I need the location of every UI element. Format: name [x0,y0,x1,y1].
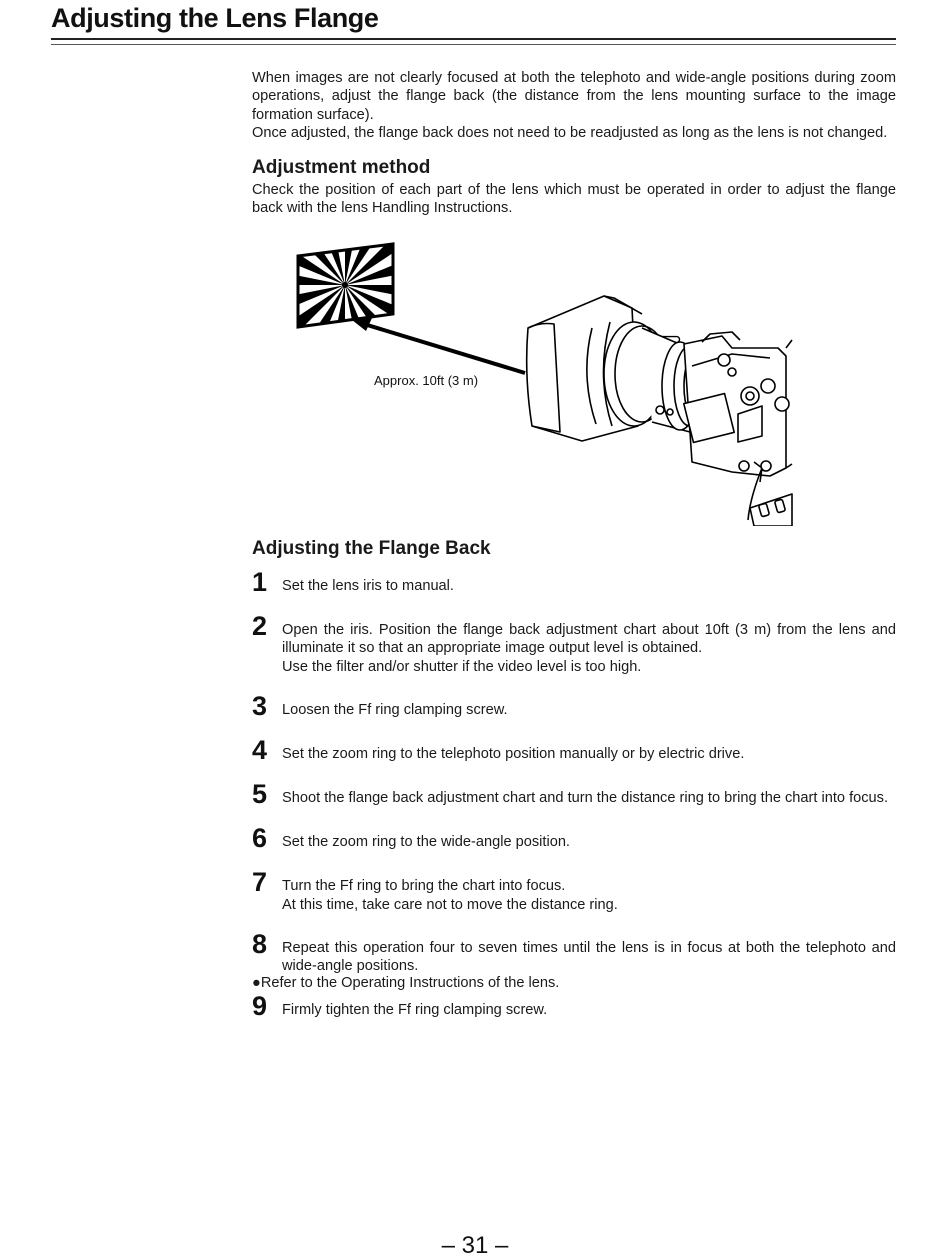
procedure-step-7 [252,868,896,914]
flange-back-setup-illustration [292,236,794,526]
step-number: 2 [252,611,268,641]
adjustment-method-text-block [252,181,896,218]
procedure-step-1 [252,568,896,596]
step-text [282,930,896,976]
step-number: 4 [252,735,268,766]
intro-paragraph-1: When images are not clearly focused at both the telephoto and wide-angle positions during zoom operations, adjust the flange back (the distance from the lens mounting surface to the image formation surface). [252,70,896,123]
step-text [282,824,896,851]
step-line: Use the filter and/or shutter if the video level is too high. [282,658,642,675]
step-line: Set the lens iris to manual. [282,578,454,594]
lens-instructions-note: ●Refer to the Operating Instructions of the lens. [252,975,560,991]
step-line: Set the zoom ring to the wide-angle position. [282,834,570,851]
step-text [282,612,896,676]
step-number: 9 [252,990,268,1021]
step-line: Turn the Ff ring to bring the chart into focus. [282,878,566,895]
step-text [282,992,896,1019]
procedure-step-9 [252,992,896,1020]
procedure-steps [252,568,896,1020]
step-text [282,568,896,595]
step-text [282,736,896,763]
step-line: At this time, take care not to move the distance ring. [282,896,618,913]
distance-arrow [352,318,525,373]
intro-paragraph-2: Once adjusted, the flange back does not need to be readjusted as long as the lens is not changed. [252,125,888,142]
step-line: Loosen the Ff ring clamping screw. [282,702,508,719]
step-number: 5 [252,779,268,810]
procedure-step-4 [252,736,896,764]
adjustment-method-heading: Adjustment method [252,157,431,178]
step-line: Firmly tighten the Ff ring clamping screw. [282,1001,548,1018]
procedure-step-6 [252,824,896,852]
page-title: Adjusting the Lens Flange [51,3,379,33]
step-line: Repeat this operation four to seven times until the lens is in focus at both the telephoto and wide-angle positions. [282,940,896,975]
procedure-step-8 [252,930,896,976]
flange-back-heading: Adjusting the Flange Back [252,538,491,559]
camera-lens-icon [527,296,792,526]
adjustment-method-text: Check the position of each part of the lens which must be operated in order to adjust the flange back with the lens Handling Instructions. [252,182,896,217]
step-number: 7 [252,867,268,898]
step-number: 8 [252,929,268,960]
step-text [282,780,896,807]
distance-label: Approx. 10ft (3 m) [374,373,479,388]
step-number: 3 [252,691,268,722]
siemens-star-chart-icon [292,236,435,375]
page-number: – 31 – [441,1232,509,1259]
procedure-step-5 [252,780,896,808]
step-number: 1 [252,567,268,597]
intro-text [252,69,896,143]
step-text [282,868,896,914]
step-number: 6 [252,823,268,854]
step-line: Shoot the flange back adjustment chart and turn the distance ring to bring the chart into focus. [282,790,889,807]
step-line: Open the iris. Position the flange back adjustment chart about 10ft (3 m) from the lens and illuminate it so that an appropriate image output level is obtained. [282,622,896,657]
procedure-step-3 [252,692,896,720]
procedure-step-2 [252,612,896,676]
step-line: Set the zoom ring to the telephoto position manually or by electric drive. [282,746,745,763]
title-rule-thick [51,38,896,40]
step-text [282,692,896,719]
title-rule-thin [51,44,896,45]
